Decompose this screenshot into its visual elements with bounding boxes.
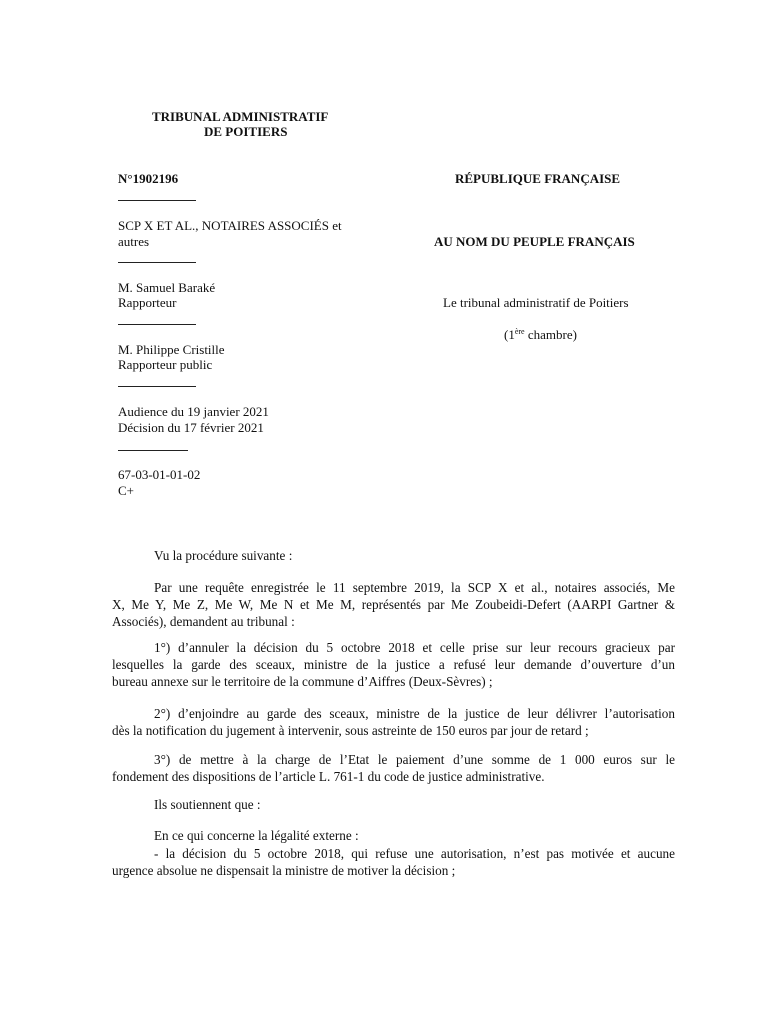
hearing-date: Audience du 19 janvier 2021	[118, 404, 269, 419]
decision-date: Décision du 17 février 2021	[118, 420, 264, 435]
separator	[118, 262, 196, 263]
court-name-line1: TRIBUNAL ADMINISTRATIF	[152, 109, 329, 124]
text-line: 3°) de mettre à la charge de l’Etat le paiement d’une somme de 1 000 euros sur le	[154, 752, 675, 767]
arguments-intro: Ils soutiennent que :	[154, 797, 261, 812]
court-name-line2: DE POITIERS	[204, 124, 288, 139]
text-line: dès la notification du jugement à intervenir, sous astreinte de 150 euros par jour de retard ;	[112, 723, 589, 739]
text-line: bureau annexe sur le territoire de la commune d’Aiffres (Deux-Sèvres) ;	[112, 674, 493, 690]
classification-level: C+	[118, 483, 135, 498]
claim-2-paragraph	[112, 705, 675, 739]
separator	[118, 200, 196, 201]
people-heading: AU NOM DU PEUPLE FRANÇAIS	[434, 234, 635, 249]
chamber-label: (1ère chambre)	[504, 327, 577, 342]
text-line: lesquelles la garde des sceaux, ministre de la justice a refusé leur demande d’ouverture d’un	[112, 657, 675, 673]
rapporteur-name: M. Samuel Baraké	[118, 280, 216, 295]
party-name-line2: autres	[118, 234, 150, 249]
republic-heading: RÉPUBLIQUE FRANÇAISE	[455, 171, 621, 186]
text-line: Par une requête enregistrée le 11 septembre 2019, la SCP X et al., notaires associés, Me	[154, 580, 675, 595]
text-line: 1°) d’annuler la décision du 5 octobre 2018 et celle prise sur leur recours gracieux par	[154, 640, 675, 655]
text-line: - la décision du 5 octobre 2018, qui refuse une autorisation, n’est pas motivée et aucune	[154, 846, 675, 861]
claim-1-paragraph	[112, 639, 675, 691]
text-line: 2°) d’enjoindre au garde des sceaux, ministre de la justice de leur délivrer l’autorisation	[154, 706, 675, 721]
text-line: X, Me Y, Me Z, Me W, Me N et Me M, représentés par Me Zoubeidi-Defert (AARPI Gartner &	[112, 597, 675, 613]
separator	[118, 386, 196, 387]
classification-code: 67-03-01-01-02	[118, 467, 201, 482]
case-number: N°1902196	[118, 171, 179, 186]
separator	[118, 450, 188, 451]
public-rapporteur-role: Rapporteur public	[118, 357, 213, 372]
public-rapporteur-name: M. Philippe Cristille	[118, 342, 225, 357]
rapporteur-role: Rapporteur	[118, 295, 177, 310]
party-name-line1: SCP X ET AL., NOTAIRES ASSOCIÉS et	[118, 218, 342, 233]
tribunal-name: Le tribunal administratif de Poitiers	[443, 295, 629, 310]
request-paragraph	[112, 579, 675, 631]
text-line: urgence absolue ne dispensait la ministre de motiver la décision ;	[112, 863, 456, 879]
external-legality-heading: En ce qui concerne la légalité externe :	[154, 828, 359, 843]
separator	[118, 324, 196, 325]
argument-paragraph	[112, 845, 675, 879]
claim-3-paragraph	[112, 751, 675, 785]
procedure-intro: Vu la procédure suivante :	[154, 548, 293, 563]
text-line: Associés), demandent au tribunal :	[112, 614, 295, 630]
text-line: fondement des dispositions de l’article L. 761-1 du code de justice administrative.	[112, 769, 545, 785]
